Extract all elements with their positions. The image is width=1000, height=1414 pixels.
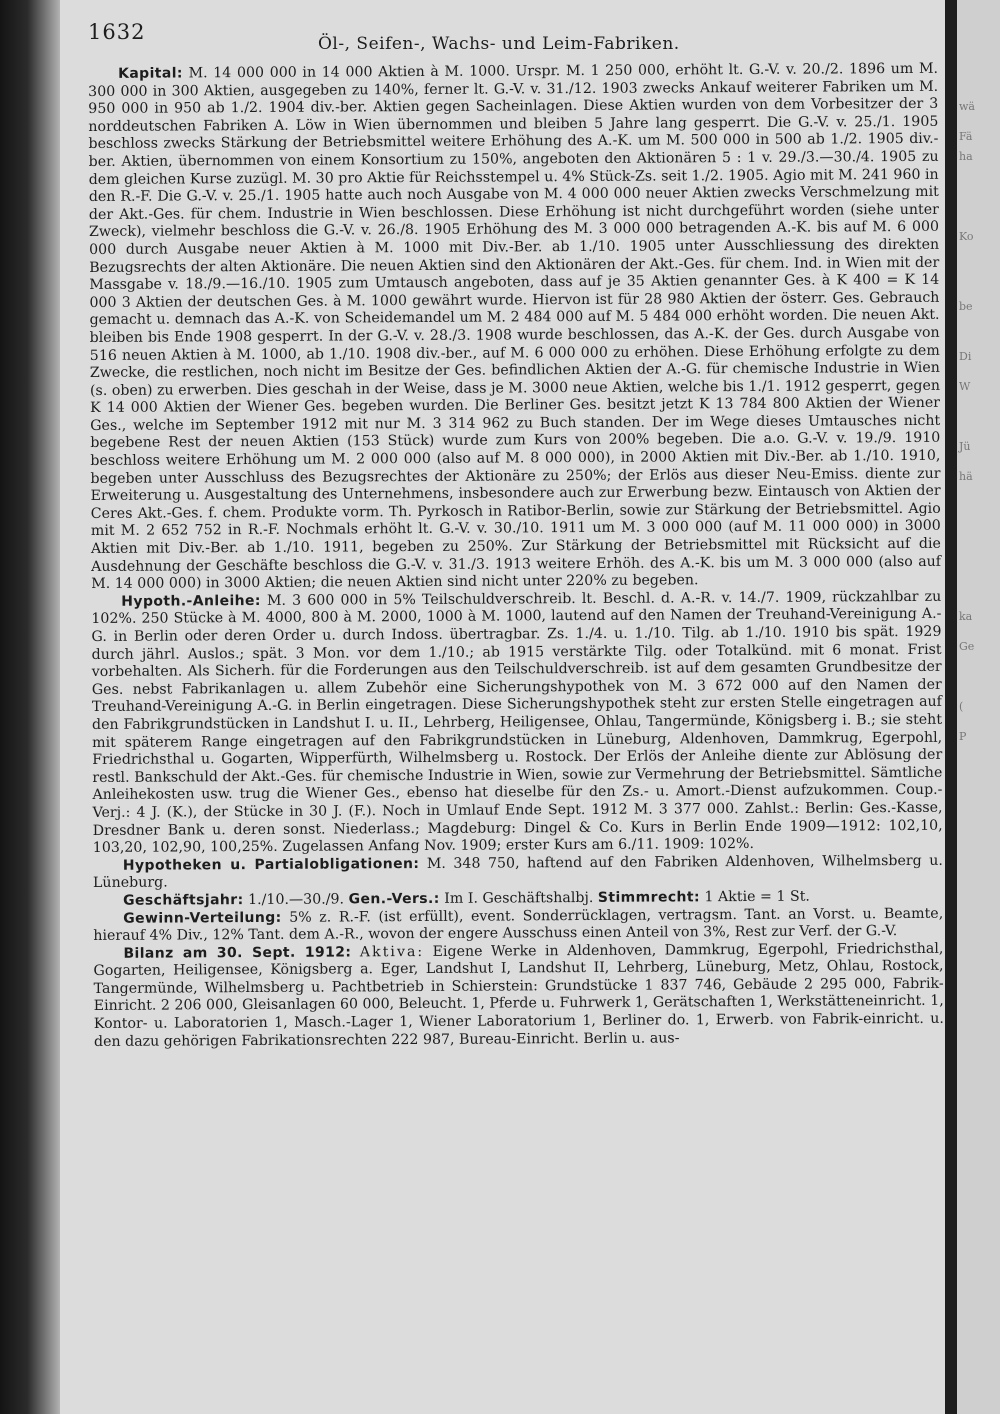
paragraph-hypotheken (93, 853, 943, 893)
page-number: 1632 (88, 20, 146, 44)
text-kapital: M. 14 000 000 in 14 000 Aktien à M. 1000. Urspr. M. 1 250 000, erhöht lt. G.-V. v. 20./2. 1896 um M. 300 000 in 300 Aktien, ausgegeben zu 140%, ferner lt. G.-V. v. 31./12. 1903 zwecks Ankauf weiterer Fabriken um M. 950 000 in 950 ab 1./2. 1904 div.-ber. Aktien gegen Sacheinlagen. Diese Aktien wurden von dem Vorbesitzer der 3 norddeutschen Fabriken A. Löw in Wien übernommen und bleiben 5 Jahre lang gesperrt. Die G.-V. v. 25./1. 1905 beschloss zwecks Stärkung der Betriebsmittel weitere Erhöhung des A.-K. um M. 500 000 in 500 ab 1./2. 1905 div.-ber. Aktien, übernommen von einem Konsortium zu 150%, angeboten den Aktionären 5 : 1 v. 29./3.—30./4. 1905 zu dem gleichen Kurse zuzügl. M. 30 pro Aktie für Reichsstempel u. 4% Stück-Zs. seit 1./2. 1905. Agio mit M. 241 960 in den R.-F. Die G.-V. v. 25./1. 1905 hatte auch noch Ausgabe von M. 4 000 000 neuer Aktien zwecks Verschmelzung mit der Akt.-Ges. für chem. Industrie in Wien beschlossen. Diese Erhöhung ist nicht durchgeführt worden (siehe unter Zweck), vielmehr beschloss die G.-V. v. 26./8. 1905 Erhöhung des M. 3 000 000 betragenden A.-K. bis auf M. 6 000 000 durch Ausgabe neuer Aktien à M. 1000 mit Div.-Ber. ab 1./10. 1905 unter Ausschliessung des direkten Bezugsrechts der alten Aktionäre. Die neuen Aktien sind den Aktionären der Akt.-Ges. für chem. Ind. in Wien mit der Massgabe v. 18./9.—16./10. 1905 zum Umtausch angeboten, dass auf je 35 Aktien genannter Ges. à K 400 = K 14 000 3 Aktien der deutschen Ges. à M. 1000 gewährt wurde. Hiervon ist für 28 980 Aktien der österr. Ges. Gebrauch gemacht u. demnach das A.-K. von Scheidemandel um M. 2 484 000 auf M. 5 484 000 erhöht worden. Die neuen Akt. bleiben bis Ende 1908 gesperrt. In der G.-V. v. 28./3. 1908 wurde beschlossen, das A.-K. der Ges. durch Ausgabe von 516 neuen Aktien à M. 1000, ab 1./10. 1908 div.-ber., auf M. 6 000 000 zu erhöhen. Diese Erhöhung erfolgte zu dem Zwecke, die restlichen, noch nicht im Besitze der Ges. befindlichen Aktien der A.-G. für chemische Industrie in Wien (s. oben) zu erwerben. Dies geschah in der Weise, dass je M. 3000 neue Aktien, welche bis 1./1. 1912 gesperrt, gegen K 14 000 Aktien der Wiener Ges. begeben wurden. Die Berliner Ges. besitzt jetzt K 13 784 800 Aktien der Wiener Ges., welche im September 1912 mit nur M. 3 314 962 zu Buch standen. Der im Wege dieses Umtausches nicht begebene Rest der neuen Aktien (153 Stück) wurde zum Kurs von 200% begeben. Die a.o. G.-V. v. 19./9. 1910 beschloss weitere Erhöhung um M. 2 000 000 (also auf M. 8 000 000), in 2000 Aktien mit Div.-Ber. ab 1./10. 1910, begeben unter Ausschluss des Bezugsrechtes der Aktionäre zu 250%; der Erlös aus dieser Neu-Emiss. diente zur Erweiterung u. Ausgestaltung des Unternehmens, insbesondere auch zur Erwerbung bezw. Eintausch von Aktien der Ceres Akt.-Ges. f. chem. Produkte vorm. Th. Pyrkosch in Ratibor-Berlin, sowie zur Stärkung der Betriebsmittel. Agio mit M. 2 652 752 in R.-F. Nochmals erhöht lt. G.-V. v. 30./10. 1911 um M. 3 000 000 (auf M. 11 000 000) in 3000 Aktien mit Div.-Ber. ab 1./10. 1911, begeben zu 250%. Zur Stärkung der Betriebsmittel mit Rücksicht auf die Ausdehnung der Geschäfte beschloss die G.-V. v. 31./3. 1913 weitere Erhöh. des A.-K. bis um M. 3 000 000 (also auf M. 14 000 000) in 3000 Aktien; die neuen Aktien sind nicht unter 220% zu begeben. (88, 60, 942, 593)
heading-gen-vers: Gen.-Vers.: (348, 890, 440, 908)
body-text (88, 61, 944, 1051)
running-title: Öl-, Seifen-, Wachs- und Leim-Fabriken. (318, 34, 680, 54)
heading-gewinn-verteilung: Gewinn-Verteilung: (123, 909, 282, 927)
adjacent-page-fragment: Ge (959, 640, 975, 653)
paragraph-kapital (88, 61, 941, 594)
text-hypotheken: M. 348 750, haftend auf den Fabriken Aldenhoven, Wilhelmsberg u. Lüneburg. (92, 852, 943, 892)
adjacent-page-fragment: wä (959, 100, 975, 113)
heading-hypoth-anleihe: Hypoth.-Anleihe: (121, 592, 261, 610)
paragraph-gewinn-verteilung (93, 905, 943, 945)
paragraph-bilanz (93, 940, 944, 1051)
adjacent-page-fragment: ha (959, 150, 973, 163)
adjacent-page-fragment: Fä (959, 130, 973, 143)
adjacent-page-fragment: Jü (959, 440, 971, 453)
heading-kapital: Kapital: (117, 65, 183, 82)
text-bilanz: Eigene Werke in Aldenhoven, Dammkrug, Egerpohl, Friedrichsthal, Gogarten, Heiligensee, Königsberg a. Eger, Landshut I, Landshut II, Lehrberg, Lüneburg, Metz, Ohlau, Rostock, Tangermünde, Wilhelmsberg u. Pachtbetrieb in Schierstein: Grundstücke 1 837 746, Gebäude 2 295 000, Fabrik-Einricht. 2 206 000, Gleisanlagen 60 000, Beleucht. 1, Pferde u. Fuhrwerk 1, Gerätschaften 1, Werkstätteneinricht. 1, Kontor- u. Laboratorien 1, Masch.-Lager 1, Wiener Laboratorium 1, Berliner do. 1, Erwerb. von Fabrik-einricht. u. den dazu gehörigen Fabrikationsrechten 222 987, Bureau-Einricht. Berlin u. aus- (93, 940, 944, 1050)
heading-stimmrecht: Stimmrecht: (597, 889, 701, 906)
adjacent-page-fragment: P (959, 730, 967, 743)
adjacent-page-fragment: hä (959, 470, 973, 483)
text-hypoth-anleihe: M. 3 600 000 in 5% Teilschuldverschreib. lt. Beschl. d. A.-R. v. 14./7. 1909, rückzahlbar zu 102%. 250 Stücke à M. 4000, 800 à M. 2000, 1000 à M. 1000, lautend auf den Namen der Treuhand-Vereinigung A.-G. in Berlin oder deren Order u. durch Indoss. übertragbar. Zs. 1./4. u. 1./10. Tilg. ab 1./10. 1910 bis spät. 1929 durch jährl. Auslos.; spät. 3 Mon. vor dem 1./10.; ab 1915 verstärkte Tilg. oder Totalkünd. mit 6 monat. Frist vorbehalten. Als Sicherh. für die Forderungen aus den Teilschuldverschreib. ist auf dem gesamten Grundbesitze der Ges. nebst Fabrikanlagen u. allem Zubehör eine Sicherungshypothek von M. 3 672 000 auf den Namen der Treuhand-Vereinigung A.-G. in Berlin eingetragen. Diese Sicherungshypothek steht zur ersten Stelle eingetragen auf den Fabrikgrundstücken in Landshut I. u. II., Lehrberg, Heiligensee, Ohlau, Tangermünde, Königsberg i. B.; sie steht mit späterem Range eingetragen auf den Fabrikgrundstücken in Lüneburg, Aldenhoven, Dammkrug, Egerpohl, Friedrichsthal u. Gogarten, Wipperfürth, Wilhelmsberg u. Rostock. Der Erlös der Anleihe diente zur Ablösung der restl. Bankschuld der Akt.-Ges. für chemische Industrie in Wien, sowie zur Vermehrung der Betriebsmittel. Sämtliche Anleihekosten usw. trug die Wiener Ges., ebenso hat dieselbe für den Zs.- u. Amort.-Dienst aufzukommen. Coup.-Verj.: 4 J. (K.), der Stücke in 30 J. (F.). Noch in Umlauf Ende Sept. 1912 M. 3 377 000. Zahlst.: Berlin: Ges.-Kasse, Dresdner Bank u. deren sonst. Niederlass.; Magdeburg: Dingel & Co. Kurs in Berlin Ende 1909—1912: 102,10, 103,20, 102,90, 100,25%. Zugelassen Anfang Nov. 1909; erster Kurs am 6./11. 1909: 102%. (91, 588, 943, 857)
book-gutter (945, 0, 957, 1414)
adjacent-page-edge (957, 0, 1000, 1414)
heading-bilanz: Bilanz am 30. Sept. 1912: (123, 944, 352, 962)
text-stimmrecht: 1 Aktie = 1 St. (704, 888, 810, 906)
adjacent-page-fragment: W (959, 380, 971, 393)
heading-hypotheken: Hypotheken u. Partialobligationen: (122, 855, 420, 874)
text-gewinn-verteilung: 5% z. R.-F. (ist erfüllt), event. Sonderrücklagen, vertragsm. Tant. an Vorst. u. Beamte, hierauf 4% Div., 12% Tant. dem A.-R., wovon der engere Ausschuss einen Anteil von 3%, Rest zur Verf. der G.-V. (93, 905, 944, 945)
adjacent-page-fragment: ( (959, 700, 964, 713)
adjacent-page-fragment: Di (959, 350, 972, 363)
page-header (88, 20, 927, 55)
adjacent-page-fragment: ka (959, 610, 973, 623)
book-page (60, 0, 945, 1414)
label-aktiva: Aktiva: (359, 943, 425, 961)
paragraph-hypoth-anleihe (91, 589, 943, 858)
text-geschaeftsjahr: 1./10.—30./9. (248, 891, 345, 908)
heading-geschaeftsjahr: Geschäftsjahr: (123, 891, 244, 909)
text-gen-vers: Im I. Geschäftshalbj. (444, 889, 594, 907)
adjacent-page-fragment: Ko (959, 230, 974, 243)
adjacent-page-fragment: be (959, 300, 973, 313)
